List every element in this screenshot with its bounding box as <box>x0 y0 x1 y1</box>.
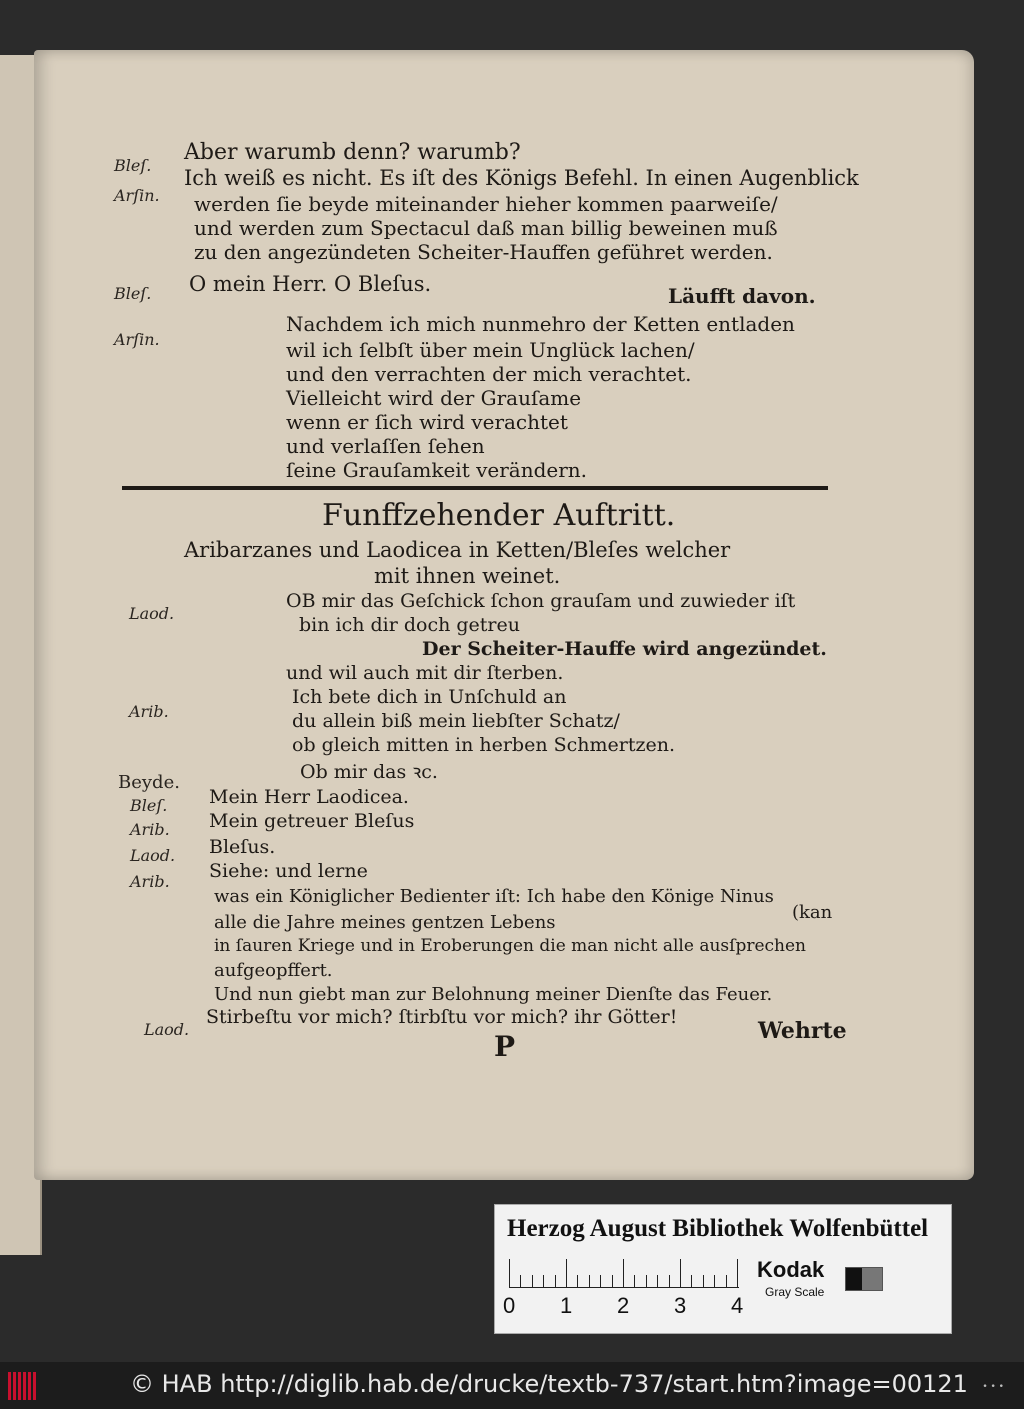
footer-ornament-icon: • • • <box>982 1382 1004 1392</box>
ruler-tick <box>726 1275 727 1287</box>
text-line: und den verrachten der mich verachtet. <box>286 362 692 386</box>
speaker-label: Arſin. <box>114 330 160 349</box>
text-line: ob gleich mitten in herben Schmertzen. <box>292 734 676 756</box>
ruler-number: 1 <box>560 1293 573 1318</box>
text-line: Mein getreuer Bleſus <box>209 810 415 832</box>
text-line: Ob mir das ꝛc. <box>300 761 438 783</box>
library-name: Herzog August Bibliothek Wolfenbüttel <box>507 1215 929 1242</box>
signature-mark: P <box>494 1030 516 1063</box>
text-line: Mein Herr Laodicea. <box>209 786 409 808</box>
ruler-tick <box>532 1275 533 1287</box>
speaker-label: Bleſ. <box>114 156 152 175</box>
gray-swatch <box>845 1267 883 1291</box>
footer-bar <box>0 1362 1024 1409</box>
ruler-tick <box>634 1275 635 1287</box>
scene-title: Funffzehender Auftritt. <box>322 498 676 533</box>
text-line: alle die Jahre meines gentzen Lebens <box>214 912 556 933</box>
ruler-tick <box>669 1275 670 1287</box>
text-line: zu den angezündeten Scheiter-Hauffen geführet werden. <box>194 240 773 264</box>
text-line: Aber warumb denn? warumb? <box>184 140 521 165</box>
ruler-tick <box>589 1275 590 1287</box>
text-line: was ein Königlicher Bedienter iſt: Ich habe den Könige Ninus <box>214 886 774 907</box>
ruler-tick <box>543 1275 544 1287</box>
ruler-tick <box>737 1259 738 1287</box>
text-line: Siehe: und lerne <box>209 860 368 882</box>
speaker-label: Arib. <box>129 702 169 721</box>
speaker-label: Laod. <box>130 846 176 865</box>
speaker-label: Laod. <box>129 604 175 623</box>
speaker-label: Arib. <box>130 820 170 839</box>
text-line: Ich weiß es nicht. Es iſt des Königs Befehl. In einen Augenblick <box>184 166 859 190</box>
speaker-label: Arib. <box>130 872 170 891</box>
scene-cast: Aribarzanes und Laodicea in Ketten/Bleſes welcher <box>184 538 731 562</box>
text-line: und verlaſſen ſehen <box>286 434 485 458</box>
footer-url: © HAB http://diglib.hab.de/drucke/textb-737/start.htm?image=00121 <box>130 1370 968 1398</box>
text-line: du allein biß mein liebſter Schatz/ <box>292 710 620 732</box>
text-line: bin ich dir doch getreu <box>299 614 520 636</box>
text-line: in ſauren Kriege und in Eroberungen die man nicht alle ausſprechen <box>214 936 806 956</box>
ruler-tick <box>657 1275 658 1287</box>
hab-logo-icon <box>8 1372 38 1400</box>
ruler-tick <box>600 1275 601 1287</box>
text-line: wenn er ſich wird verachtet <box>286 410 568 434</box>
book-page <box>34 50 974 1180</box>
ruler-tick <box>680 1259 681 1287</box>
speaker-label: Beyde. <box>118 772 180 793</box>
ruler-number: 0 <box>503 1293 516 1318</box>
ruler-tick <box>623 1259 624 1287</box>
ruler-tick <box>703 1275 704 1287</box>
text-line: werden ſie beyde miteinander hieher kommen paarweiſe/ <box>194 192 778 216</box>
text-line: Bleſus. <box>209 836 276 858</box>
scale-ruler <box>509 1257 739 1288</box>
text-line: Vielleicht wird der Grauſame <box>286 386 582 410</box>
text-line: OB mir das Geſchick ſchon grauſam und zuwieder iſt <box>286 590 796 612</box>
ruler-tick <box>520 1275 521 1287</box>
text-line: und werden zum Spectacul daß man billig beweinen muß <box>194 216 778 240</box>
calibration-card <box>494 1204 952 1334</box>
text-line: O mein Herr. O Bleſus. <box>189 272 432 296</box>
stage-direction: Der Scheiter-Hauffe wird angezündet. <box>422 638 827 660</box>
ruler-number: 3 <box>674 1293 687 1318</box>
gray-scale-label: Gray Scale <box>765 1285 825 1299</box>
ruler-tick <box>555 1275 556 1287</box>
ruler-number: 2 <box>617 1293 630 1318</box>
text-line: Ich bete dich in Unſchuld an <box>292 686 567 708</box>
ruler-tick <box>691 1275 692 1287</box>
text-line: aufgeopffert. <box>214 960 333 981</box>
ruler-tick <box>577 1275 578 1287</box>
ruler-tick <box>714 1275 715 1287</box>
horizontal-rule <box>122 486 828 490</box>
speaker-label: Arſin. <box>114 186 160 205</box>
scene-cast: mit ihnen weinet. <box>374 564 561 588</box>
speaker-label: Bleſ. <box>114 284 152 303</box>
ruler-tick <box>612 1275 613 1287</box>
text-line: Und nun giebt man zur Belohnung meiner Dienſte das Feuer. <box>214 984 773 1005</box>
ruler-number: 4 <box>731 1293 744 1318</box>
text-line: (kan <box>792 902 833 923</box>
text-line: Stirbeſtu vor mich? ſtirbſtu vor mich? ihr Götter! <box>206 1006 678 1028</box>
speaker-label: Bleſ. <box>130 796 168 815</box>
text-line: wil ich ſelbſt über mein Unglück lachen/ <box>286 338 695 362</box>
text-line: ſeine Grauſamkeit verändern. <box>286 458 588 482</box>
text-line: Nachdem ich mich nunmehro der Ketten entladen <box>286 312 795 336</box>
speaker-label: Laod. <box>144 1020 190 1039</box>
ruler-tick <box>646 1275 647 1287</box>
ruler-tick <box>509 1259 510 1287</box>
stage-direction: Läufft davon. <box>668 284 816 308</box>
catchword: Wehrte <box>758 1018 847 1044</box>
ruler-tick <box>566 1259 567 1287</box>
text-line: und wil auch mit dir ſterben. <box>286 662 564 684</box>
kodak-brand: Kodak <box>757 1257 825 1282</box>
